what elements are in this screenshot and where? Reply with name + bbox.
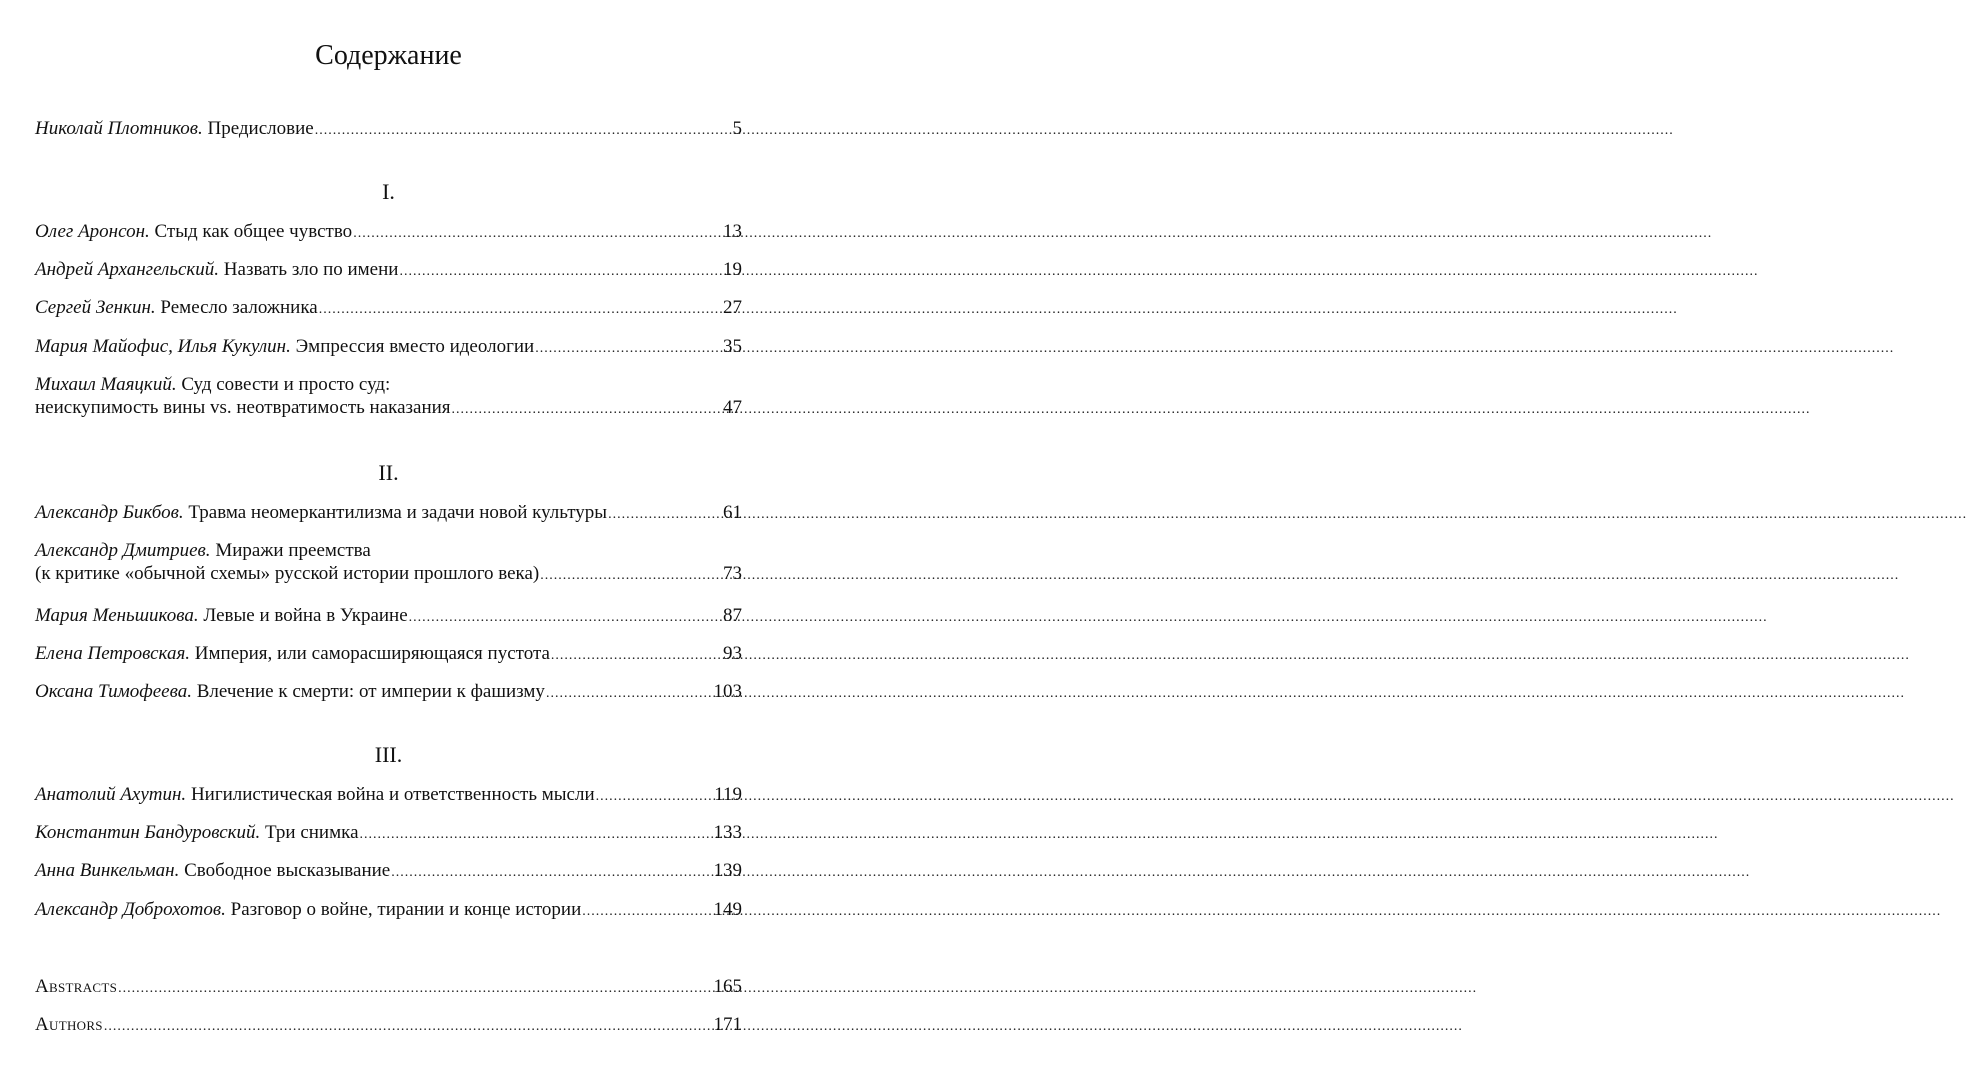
entry-author: Мария Меньшикова.: [35, 605, 199, 626]
section-heading-3: III.: [374, 742, 403, 767]
entry-page-number: 61: [723, 502, 742, 523]
entry-page-number: 19: [723, 259, 742, 280]
entry-author: Анна Винкельман.: [35, 860, 180, 881]
dot-leader: [118, 977, 712, 1000]
dot-leader: [546, 682, 713, 705]
entry-author: Михаил Маяцкий.: [35, 374, 177, 395]
toc-entry[interactable]: [35, 898, 742, 923]
entry-author: Сергей Зенкин.: [35, 297, 156, 318]
entry-page-number: 133: [713, 822, 742, 843]
toc-entry[interactable]: [35, 501, 742, 526]
entry-title: Стыд как общее чувство: [154, 221, 353, 242]
dot-leader: [104, 1015, 713, 1038]
dot-leader: [608, 503, 722, 526]
entry-page-number: 103: [713, 681, 742, 702]
dot-leader: [582, 900, 712, 923]
entry-author: Анатолий Ахутин.: [35, 784, 187, 805]
entry-title: Свободное высказывание: [184, 860, 391, 881]
toc-entry[interactable]: [35, 604, 742, 629]
toc-entry[interactable]: [35, 258, 742, 283]
entry-page-number: 5: [732, 118, 742, 139]
entry-title: Миражи преемства: [215, 540, 371, 561]
toc-entry-abstracts[interactable]: [35, 975, 742, 1000]
entry-author: Оксана Тимофеева.: [35, 681, 192, 702]
toc-entry[interactable]: [35, 539, 742, 587]
toc-entry[interactable]: [35, 642, 742, 667]
toc-entry[interactable]: [35, 821, 742, 846]
entry-title: Authors: [35, 1014, 103, 1035]
entry-title: Abstracts: [35, 976, 118, 997]
entry-author: Александр Доброхотов.: [35, 899, 226, 920]
toc-entry[interactable]: [35, 296, 742, 321]
entry-title: Нигилистическая война и ответственность мысли: [190, 784, 595, 805]
dot-leader: [596, 785, 714, 808]
toc-entry[interactable]: [35, 373, 742, 421]
entry-page-number: 93: [723, 643, 742, 664]
entry-title: Суд совести и просто суд:: [181, 374, 391, 395]
page-title: Содержание: [315, 40, 462, 71]
entry-title: Империя, или саморасширяющаяся пустота: [194, 643, 550, 664]
entry-title: Разговор о войне, тирании и конце истории: [230, 899, 582, 920]
entry-author: Андрей Архангельский.: [35, 259, 220, 280]
entry-title-continued: неискупимость вины vs. неотвратимость наказания: [35, 397, 451, 418]
toc-entry[interactable]: [35, 335, 742, 360]
dot-leader: [319, 298, 722, 321]
entry-title: Назвать зло по имени: [223, 259, 399, 280]
entry-page-number: 47: [723, 397, 742, 418]
dot-leader: [540, 564, 722, 587]
entry-title: Эмпрессия вместо идеологии: [295, 336, 535, 357]
entry-author: Мария Майофис, Илья Кукулин.: [35, 336, 291, 357]
toc-entry-preface[interactable]: [35, 117, 742, 142]
dot-leader: [535, 337, 722, 360]
entry-page-number: 13: [723, 221, 742, 242]
toc-entry[interactable]: [35, 859, 742, 884]
dot-leader: [360, 823, 713, 846]
toc-entry-authors[interactable]: [35, 1013, 742, 1038]
entry-author: Александр Дмитриев.: [35, 540, 211, 561]
entry-title-continued: (к критике «обычной схемы» русской истории прошлого века): [35, 563, 540, 584]
toc-entry[interactable]: [35, 783, 742, 808]
entry-page-number: 73: [723, 563, 742, 584]
entry-title: Ремесло заложника: [160, 297, 318, 318]
section-heading-1: I.: [382, 179, 395, 204]
entry-title: Левые и война в Украине: [203, 605, 408, 626]
dot-leader: [315, 119, 732, 142]
entry-page-number: 171: [713, 1014, 742, 1035]
entry-title: Предисловие: [207, 118, 314, 139]
dot-leader: [353, 222, 722, 245]
entry-page-number: 35: [723, 336, 742, 357]
entry-page-number: 87: [723, 605, 742, 626]
dot-leader: [452, 398, 722, 421]
entry-author: Николай Плотников.: [35, 118, 203, 139]
dot-leader: [399, 260, 722, 283]
entry-author: Елена Петровская.: [35, 643, 191, 664]
dot-leader: [391, 861, 712, 884]
entry-author: Олег Аронсон.: [35, 221, 150, 242]
entry-title: Три снимка: [265, 822, 359, 843]
entry-title: Влечение к смерти: от империи к фашизму: [196, 681, 545, 702]
dot-leader: [409, 606, 722, 629]
entry-author: Александр Бикбов.: [35, 502, 184, 523]
entry-page-number: 165: [713, 976, 742, 997]
entry-page-number: 27: [723, 297, 742, 318]
entry-page-number: 139: [713, 860, 742, 881]
dot-leader: [551, 644, 722, 667]
entry-title: Травма неомеркантилизма и задачи новой культуры: [188, 502, 608, 523]
toc-entry[interactable]: [35, 680, 742, 705]
entry-page-number: 149: [713, 899, 742, 920]
toc-entry[interactable]: [35, 220, 742, 245]
entry-author: Константин Бандуровский.: [35, 822, 261, 843]
entry-page-number: 119: [714, 784, 742, 805]
section-heading-2: II.: [378, 460, 399, 485]
